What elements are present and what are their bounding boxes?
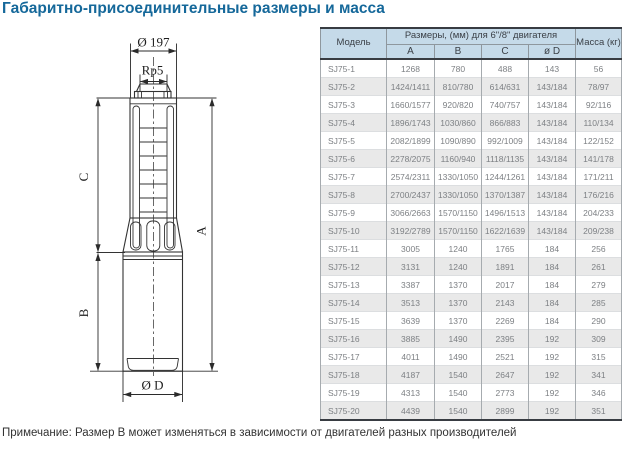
value-cell: 143/184: [529, 186, 576, 204]
value-cell: 143/184: [529, 222, 576, 240]
motor-body: [123, 252, 183, 371]
value-cell: 4313: [387, 384, 435, 402]
value-cell: 171/211: [576, 168, 622, 186]
value-cell: 192: [529, 384, 576, 402]
value-cell: 4439: [387, 402, 435, 421]
value-cell: 143/184: [529, 96, 576, 114]
value-cell: 1030/860: [435, 114, 482, 132]
value-cell: 3639: [387, 312, 435, 330]
value-cell: 290: [576, 312, 622, 330]
table-row: [321, 59, 622, 78]
value-cell: 184: [529, 240, 576, 258]
value-cell: 1370: [435, 312, 482, 330]
model-cell: SJ75-4: [321, 114, 387, 132]
model-cell: SJ75-11: [321, 240, 387, 258]
value-cell: 614/631: [482, 78, 529, 96]
table-row: [321, 330, 622, 348]
value-cell: 192: [529, 330, 576, 348]
value-cell: 2269: [482, 312, 529, 330]
value-cell: 184: [529, 258, 576, 276]
value-cell: 1660/1577: [387, 96, 435, 114]
value-cell: 1268: [387, 59, 435, 78]
col-header-d: ø D: [529, 45, 576, 60]
value-cell: 209/238: [576, 222, 622, 240]
model-cell: SJ75-3: [321, 96, 387, 114]
table-row: [321, 132, 622, 150]
value-cell: 1891: [482, 258, 529, 276]
value-cell: 1370: [435, 276, 482, 294]
table-row: [321, 204, 622, 222]
footnote: Примечание: Размер В может изменяться в зависимости от двигателей разных производителей: [2, 427, 517, 439]
value-cell: 2143: [482, 294, 529, 312]
value-cell: 2082/1899: [387, 132, 435, 150]
model-cell: SJ75-2: [321, 78, 387, 96]
value-cell: 1244/1261: [482, 168, 529, 186]
model-cell: SJ75-19: [321, 384, 387, 402]
dim-label-connection: Rp5: [141, 62, 164, 78]
value-cell: 740/757: [482, 96, 529, 114]
value-cell: 1896/1743: [387, 114, 435, 132]
value-cell: 3387: [387, 276, 435, 294]
value-cell: 1570/1150: [435, 222, 482, 240]
value-cell: 110/134: [576, 114, 622, 132]
value-cell: 204/233: [576, 204, 622, 222]
dim-label-b: B: [76, 308, 91, 318]
value-cell: 1240: [435, 240, 482, 258]
value-cell: 780: [435, 59, 482, 78]
model-cell: SJ75-20: [321, 402, 387, 421]
dimensions-table: [320, 27, 622, 421]
value-cell: 143/184: [529, 204, 576, 222]
value-cell: 1496/1513: [482, 204, 529, 222]
value-cell: 2700/2437: [387, 186, 435, 204]
value-cell: 141/178: [576, 150, 622, 168]
model-cell: SJ75-14: [321, 294, 387, 312]
model-cell: SJ75-10: [321, 222, 387, 240]
dim-label-top-diameter: Ø 197: [137, 34, 170, 50]
value-cell: 1370: [435, 294, 482, 312]
value-cell: 351: [576, 402, 622, 421]
value-cell: 184: [529, 276, 576, 294]
model-cell: SJ75-12: [321, 258, 387, 276]
value-cell: 92/116: [576, 96, 622, 114]
value-cell: 261: [576, 258, 622, 276]
model-cell: SJ75-13: [321, 276, 387, 294]
value-cell: 920/820: [435, 96, 482, 114]
dimension-bottom-diameter: [123, 371, 183, 402]
value-cell: 2899: [482, 402, 529, 421]
table-row: [321, 384, 622, 402]
col-header-model: Модель: [321, 28, 387, 59]
value-cell: 1118/1135: [482, 150, 529, 168]
model-cell: SJ75-6: [321, 150, 387, 168]
dim-label-c: C: [76, 172, 91, 182]
table-row: [321, 402, 622, 421]
dim-label-bottom-diameter: Ø D: [141, 377, 164, 393]
value-cell: 3131: [387, 258, 435, 276]
value-cell: 2017: [482, 276, 529, 294]
col-header-c: C: [482, 45, 529, 60]
value-cell: 315: [576, 348, 622, 366]
table-row: [321, 222, 622, 240]
value-cell: 1765: [482, 240, 529, 258]
col-header-a: A: [387, 45, 435, 60]
model-cell: SJ75-1: [321, 59, 387, 78]
value-cell: 309: [576, 330, 622, 348]
value-cell: 3192/2789: [387, 222, 435, 240]
value-cell: 3066/2663: [387, 204, 435, 222]
col-header-dimensions-group: Размеры, (мм) для 6"/8" двигателя: [387, 28, 576, 45]
value-cell: 2395: [482, 330, 529, 348]
value-cell: 143/184: [529, 132, 576, 150]
value-cell: 346: [576, 384, 622, 402]
table-row: [321, 114, 622, 132]
model-cell: SJ75-9: [321, 204, 387, 222]
col-header-mass: Масса (кг): [576, 28, 622, 59]
table-row: [321, 96, 622, 114]
value-cell: 192: [529, 366, 576, 384]
pump-body: [130, 98, 177, 248]
value-cell: 1540: [435, 402, 482, 421]
table-row: [321, 78, 622, 96]
value-cell: 1570/1150: [435, 204, 482, 222]
value-cell: 285: [576, 294, 622, 312]
value-cell: 866/883: [482, 114, 529, 132]
value-cell: 2278/2075: [387, 150, 435, 168]
table-row: [321, 240, 622, 258]
value-cell: 143/184: [529, 78, 576, 96]
value-cell: 143/184: [529, 168, 576, 186]
value-cell: 1240: [435, 258, 482, 276]
table-row: [321, 366, 622, 384]
value-cell: 176/216: [576, 186, 622, 204]
value-cell: 143/184: [529, 150, 576, 168]
table-header: [321, 28, 622, 59]
value-cell: 2647: [482, 366, 529, 384]
value-cell: 192: [529, 402, 576, 421]
value-cell: 56: [576, 59, 622, 78]
dimension-b: [76, 253, 101, 371]
dimension-a: [194, 98, 215, 371]
value-cell: 1540: [435, 366, 482, 384]
table-row: [321, 258, 622, 276]
value-cell: 3005: [387, 240, 435, 258]
value-cell: 1490: [435, 348, 482, 366]
table-row: [321, 186, 622, 204]
dim-label-a: A: [193, 226, 209, 236]
table-row: [321, 294, 622, 312]
dimension-c: [76, 98, 125, 252]
value-cell: 3513: [387, 294, 435, 312]
value-cell: 1490: [435, 330, 482, 348]
value-cell: 78/97: [576, 78, 622, 96]
value-cell: 1090/890: [435, 132, 482, 150]
model-cell: SJ75-7: [321, 168, 387, 186]
value-cell: 1330/1050: [435, 186, 482, 204]
value-cell: 2521: [482, 348, 529, 366]
value-cell: 1622/1639: [482, 222, 529, 240]
table-body: [321, 59, 622, 420]
value-cell: 279: [576, 276, 622, 294]
value-cell: 184: [529, 294, 576, 312]
model-cell: SJ75-16: [321, 330, 387, 348]
value-cell: 810/780: [435, 78, 482, 96]
table-row: [321, 150, 622, 168]
value-cell: 2773: [482, 384, 529, 402]
value-cell: 4011: [387, 348, 435, 366]
value-cell: 1370/1387: [482, 186, 529, 204]
table-row: [321, 348, 622, 366]
value-cell: 341: [576, 366, 622, 384]
model-cell: SJ75-5: [321, 132, 387, 150]
value-cell: 184: [529, 312, 576, 330]
value-cell: 143/184: [529, 114, 576, 132]
model-cell: SJ75-17: [321, 348, 387, 366]
value-cell: 488: [482, 59, 529, 78]
model-cell: SJ75-8: [321, 186, 387, 204]
value-cell: 1540: [435, 384, 482, 402]
model-cell: SJ75-15: [321, 312, 387, 330]
value-cell: 256: [576, 240, 622, 258]
value-cell: 192: [529, 348, 576, 366]
value-cell: 1330/1050: [435, 168, 482, 186]
value-cell: 3885: [387, 330, 435, 348]
col-header-b: B: [435, 45, 482, 60]
value-cell: 4187: [387, 366, 435, 384]
table-row: [321, 312, 622, 330]
value-cell: 143: [529, 59, 576, 78]
value-cell: 1424/1411: [387, 78, 435, 96]
model-cell: SJ75-18: [321, 366, 387, 384]
value-cell: 1160/940: [435, 150, 482, 168]
table-row: [321, 168, 622, 186]
value-cell: 2574/2311: [387, 168, 435, 186]
value-cell: 122/152: [576, 132, 622, 150]
value-cell: 992/1009: [482, 132, 529, 150]
page-title: Габаритно-присоединительные размеры и масса: [2, 0, 385, 17]
table-row: [321, 276, 622, 294]
